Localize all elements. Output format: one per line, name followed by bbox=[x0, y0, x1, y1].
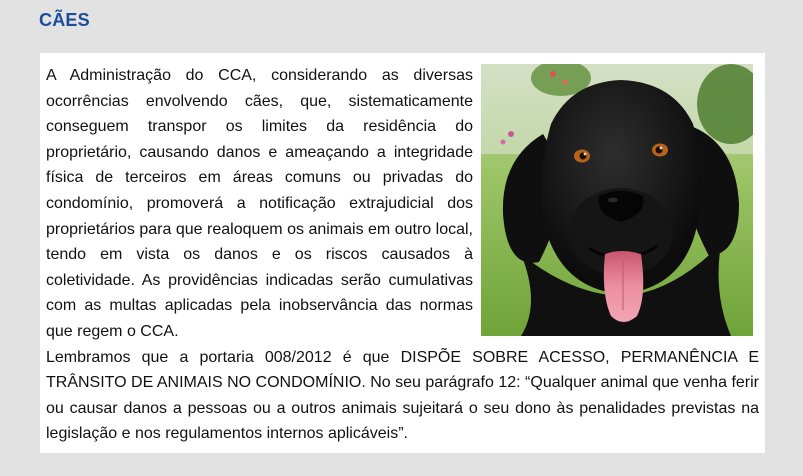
article-paragraph-2: Lembramos que a portaria 008/2012 é que DISPÕE SOBRE ACESSO, PERMANÊNCIA E TRÂNSITO DE ANIMAIS NO CONDOMÍNIO. No seu parágrafo 12: “Qualquer animal que venha ferir ou causar danos a pessoas ou a outros animais sujeitará o seu dono às penalidades previstas na legislação e nos regulamentos internos aplicáveis”. bbox=[46, 348, 759, 443]
dog-photo bbox=[481, 64, 753, 336]
article-paragraph-1: A Administração do CCA, considerando as diversas ocorrências envolvendo cães, que, sistematicamente conseguem transpor os limites da residência do proprietário, causando danos e ameaçando a integridade física de terceiros em áreas comuns ou privadas do condomínio, promoverá a notificação extrajudicial dos proprietários para que realoquem os animais em outro local, tendo em vista os danos e os riscos causados à coletividade. As providências indicadas serão cumulativas com as multas aplicadas pela inobservância das normas que regem o CCA. bbox=[46, 67, 473, 340]
article-content bbox=[40, 53, 765, 453]
section-title: CÃES bbox=[39, 10, 90, 30]
